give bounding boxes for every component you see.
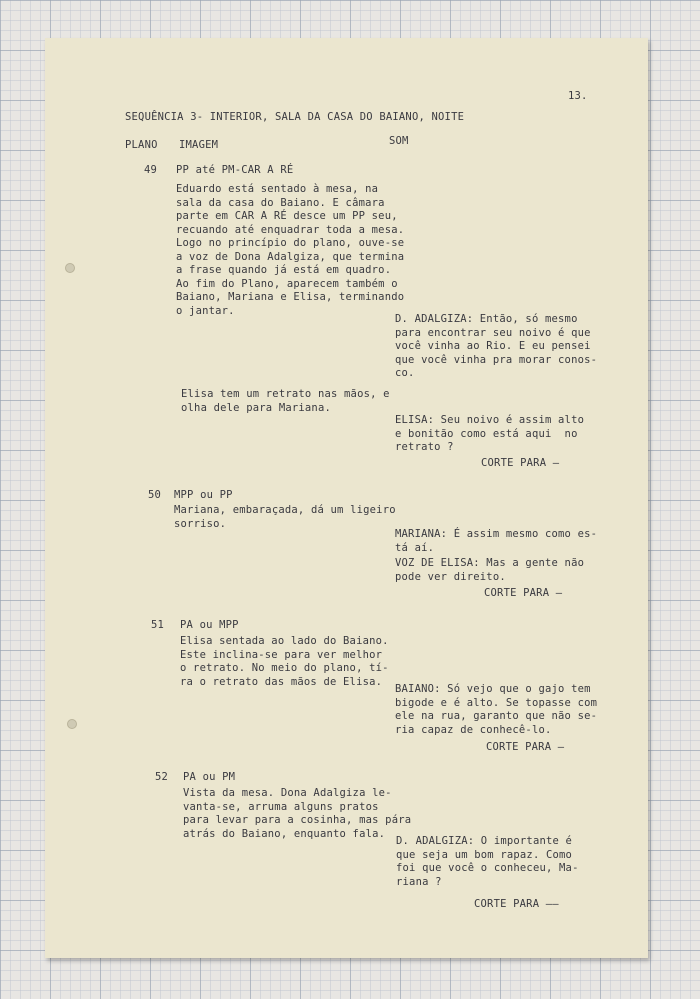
shot-sound-block xyxy=(395,313,597,381)
shot-framing: PA ou MPP xyxy=(180,619,239,631)
sound-line: você vinha ao Rio. E eu pensei xyxy=(395,340,591,352)
image-line: para levar para a cosinha, mas pára xyxy=(183,814,412,826)
shot-image-block xyxy=(180,635,389,689)
sound-line: ele na rua, garanto que não se- xyxy=(395,710,598,722)
shot-framing: PP até PM-CAR A RÉ xyxy=(176,164,294,176)
image-line: Elisa tem um retrato nas mãos, e xyxy=(181,388,390,400)
sequence-heading: SEQUÊNCIA 3- INTERIOR, SALA DA CASA DO BAIANO, NOITE xyxy=(125,111,465,123)
image-line: atrás do Baiano, enquanto fala. xyxy=(183,827,386,840)
sound-line: riana ? xyxy=(396,875,442,888)
shot-framing: PA ou PM xyxy=(183,771,236,783)
sound-line: co. xyxy=(395,367,415,379)
image-line: Logo no princípio do plano, ouve-se xyxy=(176,237,405,249)
cut-to: CORTE PARA — xyxy=(484,587,563,599)
shot-framing: MPP ou PP xyxy=(174,489,233,501)
cut-to: CORTE PARA — xyxy=(486,741,565,753)
sound-line: e bonitão como está aqui no xyxy=(395,427,578,440)
sound-line: que você vinha pra morar conos- xyxy=(395,353,598,366)
image-line: Baiano, Mariana e Elisa, terminando xyxy=(176,291,405,303)
shot-image-block xyxy=(176,183,404,318)
sound-line: tá aí. xyxy=(395,541,435,554)
shot-number: 51 xyxy=(151,619,165,631)
shot-sound-block xyxy=(395,683,597,737)
image-line: sala da casa do Baiano. E câmara xyxy=(176,196,385,209)
image-line: a voz de Dona Adalgiza, que termina xyxy=(176,250,405,263)
script-page xyxy=(45,38,648,958)
image-line: recuando até enquadrar toda a mesa. xyxy=(176,223,405,236)
image-line: Este inclina-se para ver melhor xyxy=(180,648,383,661)
shot-image-block xyxy=(174,504,396,531)
shot-image-block xyxy=(183,787,411,841)
page-number: 13. xyxy=(568,90,588,102)
shot-sound-block xyxy=(395,557,584,584)
sound-line: D. ADALGIZA: O importante é xyxy=(396,835,573,847)
cut-to: CORTE PARA — xyxy=(481,457,560,469)
image-line: parte em CAR A RÉ desce um PP seu, xyxy=(176,210,398,222)
shot-sound-block xyxy=(395,528,597,555)
image-line: o jantar. xyxy=(176,304,235,317)
shot-sound-block xyxy=(396,835,579,889)
image-line: Elisa sentada ao lado do Baiano. xyxy=(180,635,389,647)
image-line: sorriso. xyxy=(174,517,227,530)
image-line: vanta-se, arruma alguns pratos xyxy=(183,800,379,813)
sound-line: retrato ? xyxy=(395,441,454,453)
column-som: SOM xyxy=(389,135,409,147)
sound-line: MARIANA: É assim mesmo como es- xyxy=(395,528,598,540)
sound-line: ELISA: Seu noivo é assim alto xyxy=(395,414,585,426)
column-imagem: IMAGEM xyxy=(179,139,219,151)
image-line: Eduardo está sentado à mesa, na xyxy=(176,183,379,195)
sound-line: pode ver direito. xyxy=(395,570,506,583)
image-line: o retrato. No meio do plano, tí- xyxy=(180,662,389,674)
image-line: ra o retrato das mãos de Elisa. xyxy=(180,675,383,688)
sound-line: D. ADALGIZA: Então, só mesmo xyxy=(395,313,578,325)
shot-image-block xyxy=(181,388,390,415)
image-line: Mariana, embaraçada, dá um ligeiro xyxy=(174,504,396,516)
sound-line: para encontrar seu noivo é que xyxy=(395,326,591,339)
sound-line: que seja um bom rapaz. Como xyxy=(396,848,573,861)
image-line: Vista da mesa. Dona Adalgiza le- xyxy=(183,787,392,799)
shot-number: 49 xyxy=(144,164,158,176)
image-line: Ao fim do Plano, aparecem também o xyxy=(176,277,398,290)
shot-sound-block xyxy=(395,414,584,455)
punch-hole xyxy=(65,263,75,273)
shot-number: 52 xyxy=(155,771,169,783)
shot-number: 50 xyxy=(148,489,162,501)
image-line: a frase quando já está em quadro. xyxy=(176,264,392,276)
sound-line: VOZ DE ELISA: Mas a gente não xyxy=(395,557,585,569)
sound-line: ria capaz de conhecê-lo. xyxy=(395,723,552,736)
sound-line: bigode e é alto. Se topasse com xyxy=(395,696,598,709)
column-plano: PLANO xyxy=(125,139,158,151)
punch-hole xyxy=(67,719,77,729)
image-line: olha dele para Mariana. xyxy=(181,401,331,414)
sound-line: foi que você o conheceu, Ma- xyxy=(396,862,579,874)
cut-to: CORTE PARA —— xyxy=(474,898,559,910)
sound-line: BAIANO: Só vejo que o gajo tem xyxy=(395,683,591,695)
